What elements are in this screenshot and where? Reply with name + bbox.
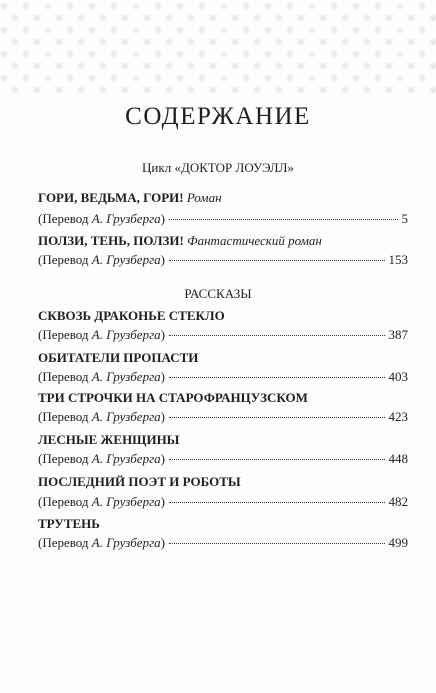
dot-leader bbox=[169, 377, 385, 378]
toc-entry-line bbox=[38, 451, 408, 467]
page-number: 153 bbox=[388, 252, 408, 267]
toc-entry-line bbox=[38, 211, 408, 227]
dot-leader bbox=[169, 260, 385, 261]
decorative-dot-pattern bbox=[0, 0, 436, 100]
entry-subtitle: Роман bbox=[186, 190, 222, 205]
entry-subtitle: Фантастический роман bbox=[187, 233, 322, 248]
toc-entry-line bbox=[38, 252, 408, 268]
translator-note: (Перевод А. Грузберга) bbox=[38, 494, 165, 509]
page-number: 499 bbox=[388, 535, 408, 550]
dot-leader bbox=[169, 543, 385, 544]
entry-title-text: ГОРИ, ВЕДЬМА, ГОРИ! bbox=[38, 190, 184, 205]
dot-leader bbox=[169, 335, 385, 336]
cycle-name: «ДОКТОР ЛОУЭЛЛ» bbox=[174, 160, 294, 175]
entry-title-text: ЛЕСНЫЕ ЖЕНЩИНЫ bbox=[38, 432, 180, 447]
page-number: 403 bbox=[388, 369, 408, 384]
toc-entry-title bbox=[38, 474, 408, 490]
entry-title-text: ОБИТАТЕЛИ ПРОПАСТИ bbox=[38, 350, 199, 365]
page-title: СОДЕРЖАНИЕ bbox=[125, 103, 311, 130]
toc-entry-title bbox=[38, 432, 408, 448]
toc-entry-line bbox=[38, 409, 408, 425]
toc-entry-title bbox=[38, 350, 408, 366]
entry-title-text: ПОЛЗИ, ТЕНЬ, ПОЛЗИ! bbox=[38, 233, 184, 248]
page-number: 387 bbox=[388, 327, 408, 342]
entry-title-text: ТРУТЕНЬ bbox=[38, 516, 100, 531]
translator-note: (Перевод А. Грузберга) bbox=[38, 535, 165, 550]
toc-entry-line bbox=[38, 535, 408, 551]
dot-leader bbox=[169, 502, 385, 503]
page-number: 448 bbox=[388, 451, 408, 466]
toc-entry-title bbox=[38, 308, 408, 324]
toc-entry-line bbox=[38, 494, 408, 510]
entry-title-text: ПОСЛЕДНИЙ ПОЭТ И РОБОТЫ bbox=[38, 474, 241, 489]
dot-leader bbox=[169, 459, 385, 460]
translator-note: (Перевод А. Грузберга) bbox=[38, 451, 165, 466]
toc-entry-title bbox=[38, 190, 408, 206]
dot-leader bbox=[169, 417, 385, 418]
entry-title-text: ТРИ СТРОЧКИ НА СТАРОФРАНЦУЗСКОМ bbox=[38, 390, 308, 405]
translator-note: (Перевод А. Грузберга) bbox=[38, 327, 165, 342]
toc-entry-title bbox=[38, 233, 408, 249]
translator-note: (Перевод А. Грузберга) bbox=[38, 369, 165, 384]
page-number: 482 bbox=[388, 494, 408, 509]
dot-leader bbox=[169, 219, 398, 220]
page-number: 423 bbox=[388, 409, 408, 424]
translator-note: (Перевод А. Грузберга) bbox=[38, 211, 165, 226]
toc-entry-title bbox=[38, 390, 408, 406]
entry-title-text: СКВОЗЬ ДРАКОНЬЕ СТЕКЛО bbox=[38, 308, 225, 323]
toc-entry-title bbox=[38, 516, 408, 532]
translator-note: (Перевод А. Грузберга) bbox=[38, 409, 165, 424]
section-heading-stories: РАССКАЗЫ bbox=[184, 286, 252, 301]
toc-entry-line bbox=[38, 369, 408, 385]
cycle-heading bbox=[0, 160, 436, 176]
cycle-prefix: Цикл bbox=[142, 160, 175, 175]
toc-entry-line bbox=[38, 327, 408, 343]
translator-note: (Перевод А. Грузберга) bbox=[38, 252, 165, 267]
page-number: 5 bbox=[401, 211, 408, 226]
